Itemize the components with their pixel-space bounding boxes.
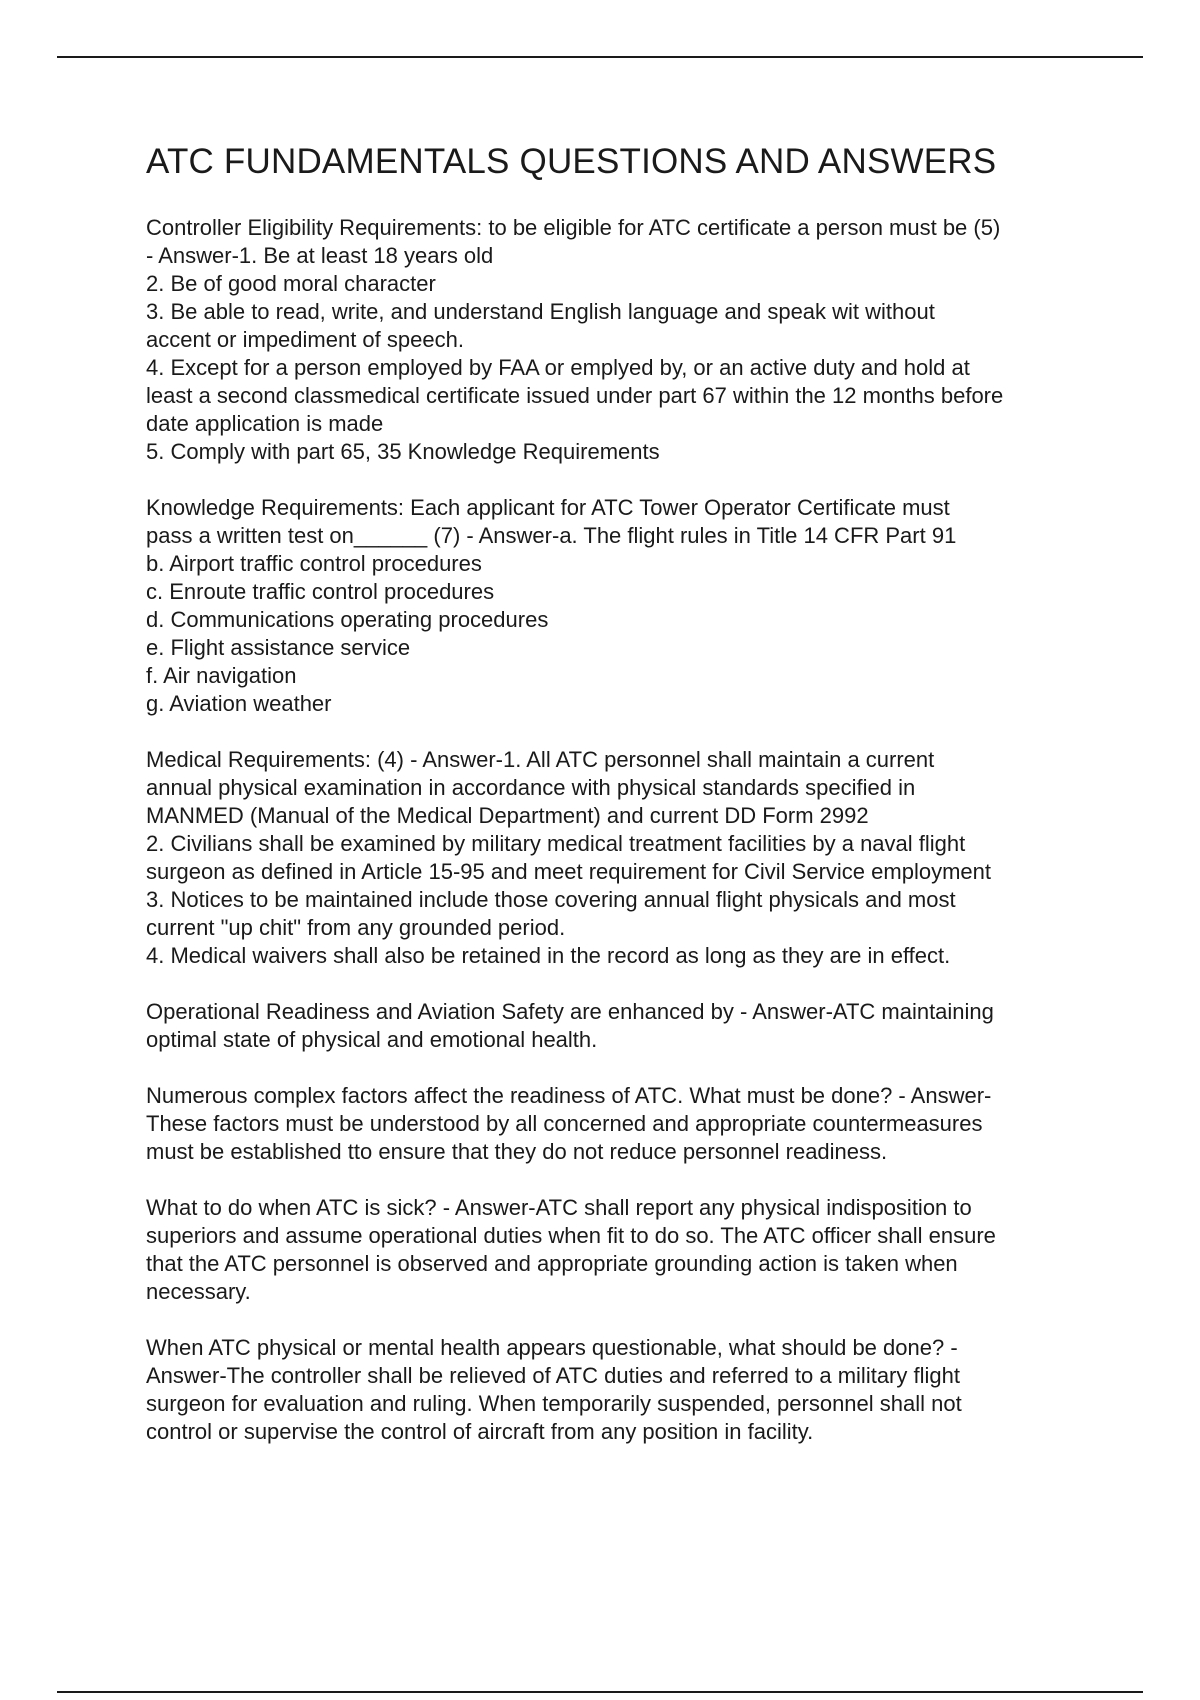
page-title: ATC FUNDAMENTALS QUESTIONS AND ANSWERS <box>146 142 997 181</box>
qa-block <box>146 1194 1106 1306</box>
qa-text-line: These factors must be understood by all concerned and appropriate countermeasures <box>146 1110 983 1136</box>
qa-text-line: 2. Civilians shall be examined by military medical treatment facilities by a naval flight <box>146 830 966 856</box>
qa-text-line: Knowledge Requirements: Each applicant for ATC Tower Operator Certificate must <box>146 494 950 520</box>
qa-text-line: Answer-The controller shall be relieved of ATC duties and referred to a military flight <box>146 1362 960 1388</box>
qa-text-line: superiors and assume operational duties when fit to do so. The ATC officer shall ensure <box>146 1222 996 1248</box>
qa-text-line: When ATC physical or mental health appears questionable, what should be done? - <box>146 1334 958 1360</box>
qa-text-line: f. Air navigation <box>146 662 297 688</box>
qa-block <box>146 1082 1106 1166</box>
qa-text-line: c. Enroute traffic control procedures <box>146 578 495 604</box>
qa-text-line: that the ATC personnel is observed and appropriate grounding action is taken when <box>146 1250 958 1276</box>
qa-text-line: e. Flight assistance service <box>146 634 411 660</box>
qa-block <box>146 746 1106 970</box>
qa-text-line: 3. Be able to read, write, and understand English language and speak wit without <box>146 298 935 324</box>
qa-text-line: What to do when ATC is sick? - Answer-ATC shall report any physical indisposition to <box>146 1194 972 1220</box>
qa-text-line: Operational Readiness and Aviation Safety are enhanced by - Answer-ATC maintaining <box>146 998 994 1024</box>
qa-text-line: annual physical examination in accordance with physical standards specified in <box>146 774 916 800</box>
qa-text-line: accent or impediment of speech. <box>146 326 464 352</box>
qa-text-line: control or supervise the control of aircraft from any position in facility. <box>146 1418 814 1444</box>
qa-text-line: d. Communications operating procedures <box>146 606 549 632</box>
qa-block <box>146 494 1106 718</box>
qa-text-line: 5. Comply with part 65, 35 Knowledge Requirements <box>146 438 660 464</box>
qa-text-line: - Answer-1. Be at least 18 years old <box>146 242 494 268</box>
qa-text-line: b. Airport traffic control procedures <box>146 550 482 576</box>
qa-text-line: MANMED (Manual of the Medical Department) and current DD Form 2992 <box>146 802 869 828</box>
qa-block <box>146 998 1106 1054</box>
qa-text-line: current "up chit" from any grounded period. <box>146 914 566 940</box>
qa-text-line: necessary. <box>146 1278 251 1304</box>
qa-text-line: optimal state of physical and emotional health. <box>146 1026 598 1052</box>
qa-text-line: g. Aviation weather <box>146 690 332 716</box>
qa-text-line: Numerous complex factors affect the readiness of ATC. What must be done? - Answer- <box>146 1082 992 1108</box>
qa-text-line: 2. Be of good moral character <box>146 270 436 296</box>
bottom-divider <box>57 1691 1143 1693</box>
qa-text-line: least a second classmedical certificate issued under part 67 within the 12 months before <box>146 382 1004 408</box>
top-divider <box>57 56 1143 58</box>
qa-text-line: 4. Medical waivers shall also be retained in the record as long as they are in effect. <box>146 942 951 968</box>
qa-text-line: surgeon for evaluation and ruling. When temporarily suspended, personnel shall not <box>146 1390 962 1416</box>
qa-text-line: must be established tto ensure that they do not reduce personnel readiness. <box>146 1138 888 1164</box>
qa-text-line: 4. Except for a person employed by FAA or emplyed by, or an active duty and hold at <box>146 354 970 380</box>
qa-text-line: 3. Notices to be maintained include those covering annual flight physicals and most <box>146 886 956 912</box>
qa-text-line: Controller Eligibility Requirements: to be eligible for ATC certificate a person must be (5) <box>146 214 1001 240</box>
qa-block <box>146 1334 1106 1446</box>
qa-text-line: date application is made <box>146 410 384 436</box>
qa-text-line: surgeon as defined in Article 15-95 and meet requirement for Civil Service employment <box>146 858 991 884</box>
document-body <box>146 140 1106 1474</box>
qa-list <box>146 214 1106 1446</box>
qa-block <box>146 214 1106 466</box>
qa-text-line: pass a written test on______ (7) - Answer-a. The flight rules in Title 14 CFR Part 91 <box>146 522 957 548</box>
qa-text-line: Medical Requirements: (4) - Answer-1. All ATC personnel shall maintain a current <box>146 746 935 772</box>
